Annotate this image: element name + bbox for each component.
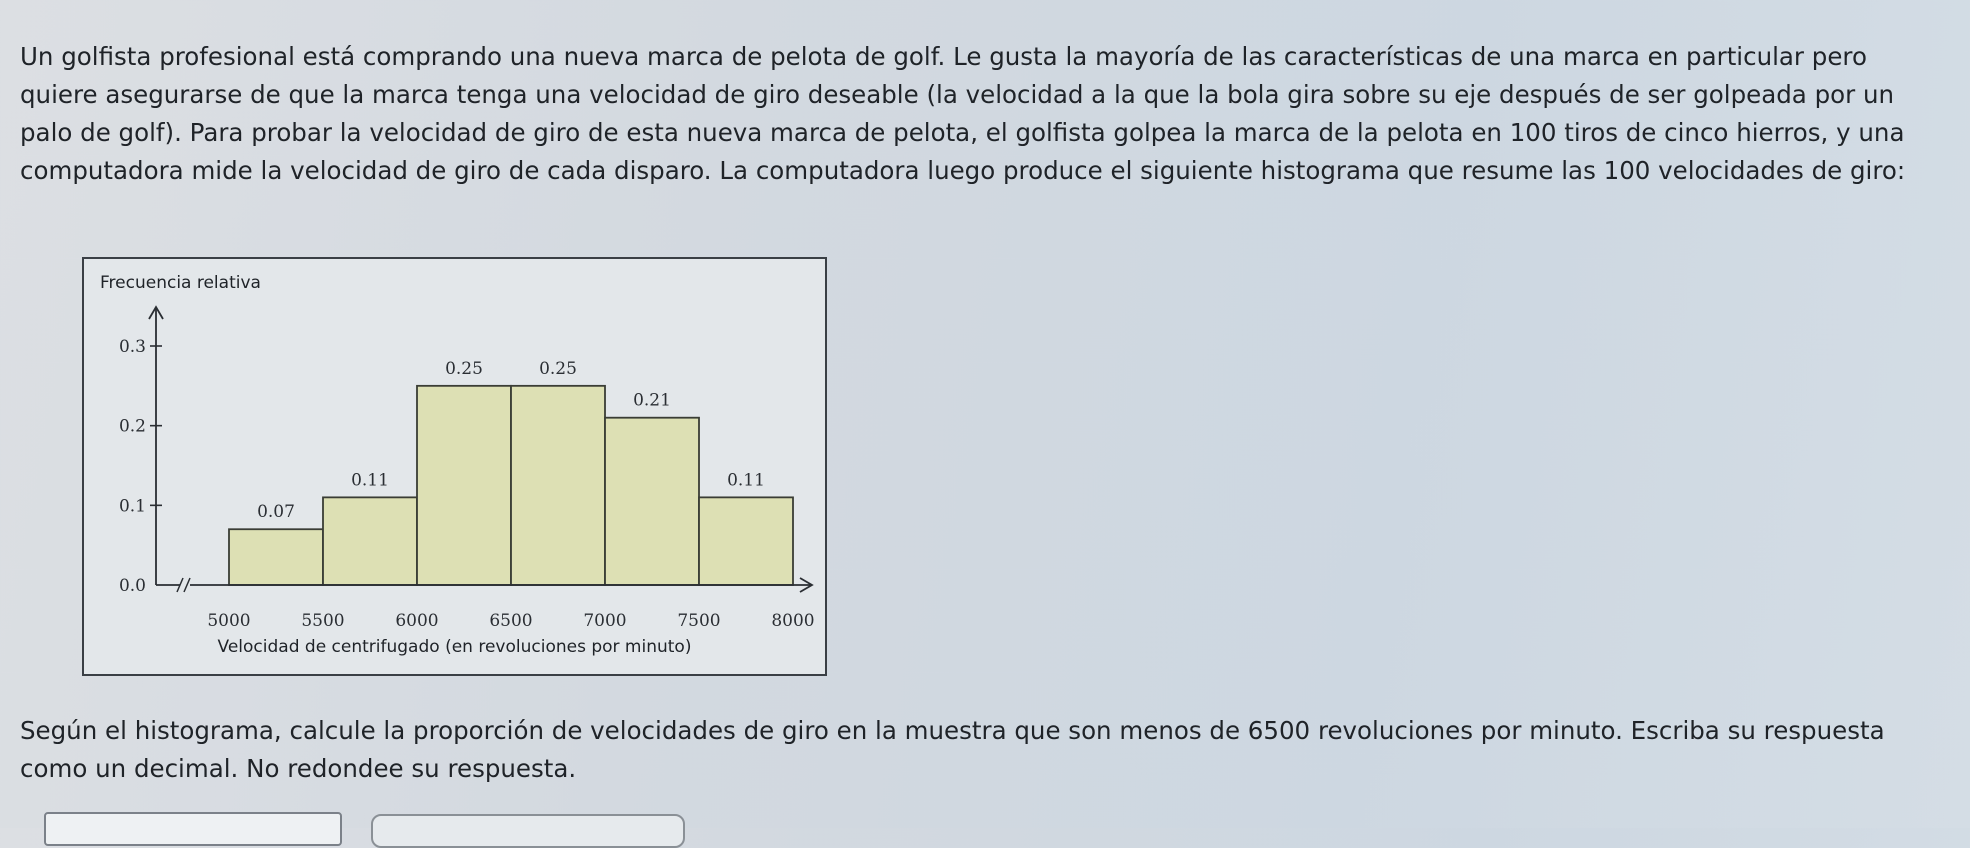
submit-button[interactable] [371, 814, 685, 848]
y-tick-label: 0.0 [118, 576, 146, 596]
x-tick-label: 6000 [395, 611, 439, 631]
histogram-bar [699, 497, 793, 585]
x-tick-label: 5500 [301, 611, 345, 631]
x-tick-label: 8000 [771, 611, 815, 631]
axis-break-mark [184, 578, 190, 592]
bar-value-label: 0.11 [727, 470, 765, 491]
x-tick-label: 7000 [583, 611, 627, 631]
y-axis-label: Frecuencia relativa [100, 273, 261, 293]
x-axis-label: Velocidad de centrifugado (en revoluciones por minuto) [217, 637, 692, 657]
y-tick-label: 0.1 [118, 496, 146, 517]
histogram-bar [323, 497, 417, 585]
bar-value-label: 0.25 [539, 358, 577, 379]
bar-value-label: 0.25 [445, 358, 483, 379]
histogram-figure [82, 257, 827, 676]
question-text: Según el histograma, calcule la proporción de velocidades de giro en la muestra que son menos de 6500 revoluciones por minuto. Escriba su respuesta como un decimal. No redondee su respuesta. [20, 716, 1885, 783]
histogram-bar [511, 386, 605, 585]
problem-intro: Un golfista profesional está comprando una nueva marca de pelota de golf. Le gusta la mayoría de las características de una marca en particular pero quiere asegurarse de que la marca tenga una velocidad de giro deseable (la velocidad a la que la bola gira sobre su eje después de ser golpeada por un palo de golf). Para probar la velocidad de giro de esta nueva marca de pelota, el golfista golpea la marca de la pelota en 100 tiros de cinco hierros, y una computadora mide la velocidad de giro de cada disparo. La computadora luego produce el siguiente histograma que resume las 100 velocidades de giro: [20, 42, 1906, 185]
bar-value-label: 0.11 [351, 470, 389, 491]
answer-input[interactable] [44, 812, 342, 846]
bar-value-label: 0.21 [633, 390, 671, 411]
bars-group [229, 386, 793, 585]
x-tick-label: 7500 [677, 611, 721, 631]
bar-value-label: 0.07 [257, 502, 295, 523]
histogram-bar [417, 386, 511, 585]
histogram-bar [605, 418, 699, 585]
y-tick-label: 0.3 [118, 337, 146, 357]
x-tick-label: 5000 [207, 611, 251, 631]
x-tick-label: 6500 [489, 611, 533, 631]
y-tick-label: 0.2 [118, 416, 146, 437]
histogram-bar [229, 529, 323, 585]
histogram-chart [84, 259, 825, 674]
